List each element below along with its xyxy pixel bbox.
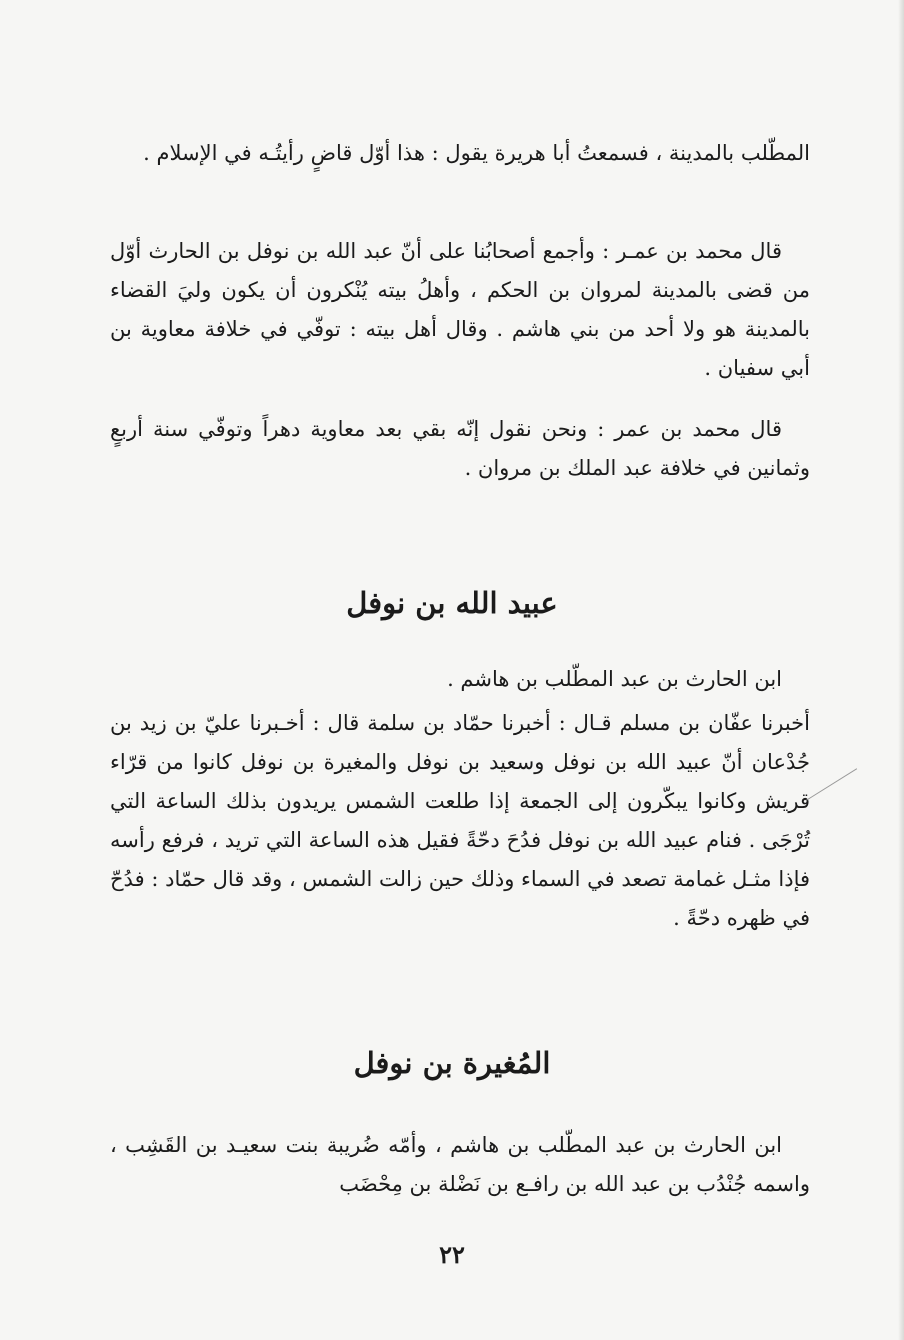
hadith-paragraph: أخبرنا عفّان بن مسلم قـال : أخبرنا حمّاد بن سلمة قال : أخـبرنا عليّ بن زيد بن جُدْعان أنّ عبيد الله بن نوفل وسعيد بن نوفل والمغيرة بن نوفل كانوا من قرّاء قريش وكانوا يبكّرون إلى الجمعة إذا طلعت الشمس يريدون بذلك الساعة التي تُرْجَى . فنام عبيد الله بن نوفل فدُحَ دحّةً فقيل هذه الساعة التي تريد ، فرفع رأسه فإذا مثـل غمامة تصعد في السماء وذلك حين زالت الشمس ، وقد قال حمّاد : فدُحّ في ظهره دحّةً . [110, 711, 811, 930]
paragraph-ibn-umar-2: قال محمد بن عمر : ونحن نقول إنّه بقي بعد معاوية دهراً وتوفّي سنة أربعٍ وثمانين في خلافة عبد الملك بن مروان . [110, 417, 810, 480]
lineage-mughira: ابن الحارث بن عبد المطّلب بن هاشم ، وأمّه ضُريبة بنت سعيـد بن القَشِب ، واسمه جُنْدُب بن عبد الله بن رافـع بن نَضْلة بن مِحْضَب [110, 1133, 810, 1196]
section-title-mughira: المُغيرة بن نوفل [353, 1046, 551, 1080]
page-number: ٢٢ [439, 1240, 465, 1269]
scan-mark [806, 768, 857, 801]
paragraph-continuation: المطّلب بالمدينة ، فسمعتُ أبا هريرة يقول : هذا أوّل قاضٍ رأيتُـه في الإسلام . [143, 141, 810, 165]
section-title-ubaydullah: عبيد الله بن نوفل [346, 586, 558, 620]
lineage-ubaydullah: ابن الحارث بن عبد المطّلب بن هاشم . [447, 667, 782, 691]
scan-edge-shadow [898, 0, 904, 1340]
paragraph-ibn-umar-1: قال محمد بن عمـر : وأجمع أصحابُنا على أنّ عبد الله بن نوفل بن الحارث أوّل من قضى بالمدينة لمروان بن الحكم ، وأهلُ بيته يُنْكرون أن يكون وليَ القضاء بالمدينة هو ولا أحد من بني هاشم . وقال أهل بيته : توفّي في خلافة معاوية بن أبي سفيان . [110, 239, 810, 380]
